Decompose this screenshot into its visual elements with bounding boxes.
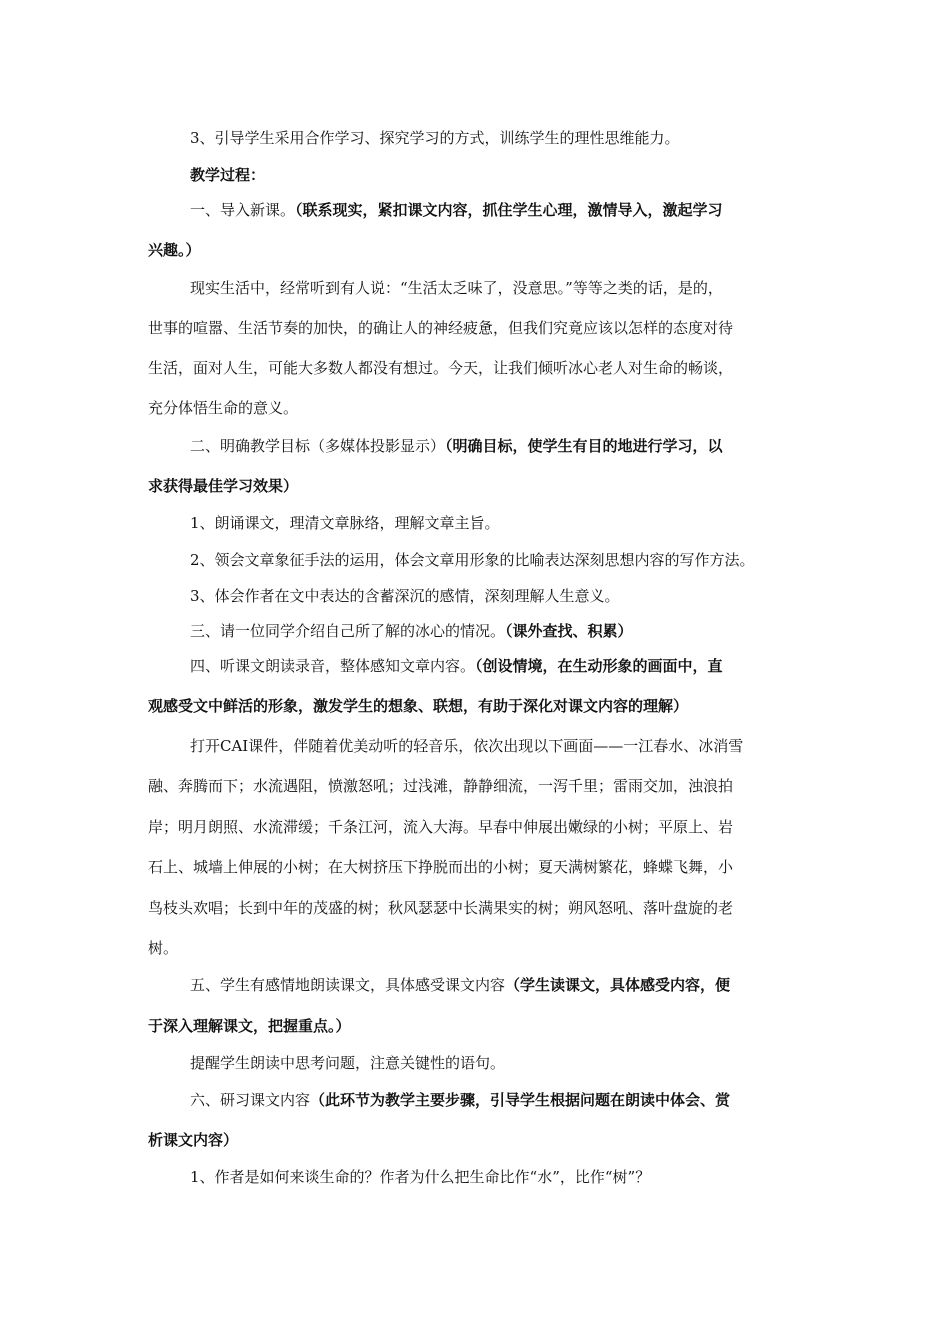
list-item: 3、体会作者在文中表达的含蓄深沉的感情，深刻理解人生意义。: [190, 587, 620, 605]
section-heading: 教学过程：: [190, 166, 266, 184]
paragraph: 岸；明月朗照、水流滞缓；千条江河，流入大海。早春中伸展出嫩绿的小树；平原上、岩: [148, 818, 734, 836]
paragraph: 充分体悟生命的意义。: [148, 399, 299, 417]
paragraph: 提醒学生朗读中思考问题，注意关键性的语句。: [190, 1054, 506, 1072]
paragraph: [190, 621, 633, 641]
list-item: 1、作者是如何来谈生命的？作者为什么把生命比作“水”，比作“树”？: [190, 1168, 651, 1186]
section-title: 六、研习课文内容: [190, 1091, 311, 1109]
section-title: 四、听课文朗读录音，整体感知文章内容。: [190, 657, 476, 675]
section-title: 五、学生有感情地朗读课文，具体感受课文内容: [190, 976, 506, 994]
bold-note: 于深入理解课文，把握重点。）: [148, 1017, 351, 1035]
section-title: 一、导入新课。: [190, 201, 296, 219]
section-title: 二、明确教学目标（多媒体投影显示）: [190, 437, 446, 455]
bold-note: （此环节为教学主要步骤，引导学生根据问题在朗读中体会、赏: [310, 1091, 731, 1109]
paragraph: 现实生活中，经常听到有人说：“生活太乏味了，没意思。”等等之类的话，是的，: [190, 279, 723, 297]
paragraph: [190, 1090, 730, 1110]
bold-note: （创设情境，在生动形象的画面中，直: [475, 657, 723, 675]
paragraph: 树。: [148, 939, 179, 957]
bold-note: （学生读课文，具体感受内容，便: [505, 976, 731, 994]
paragraph: 石上、城墙上伸展的小树；在大树挤压下挣脱而出的小树；夏天满树繁花，蜂蝶飞舞，小: [148, 858, 734, 876]
paragraph: [190, 656, 723, 676]
paragraph: [190, 975, 730, 995]
paragraph: [190, 200, 723, 220]
bold-note: （课外查找、积累）: [505, 622, 633, 640]
paragraph: 生活，面对人生，可能大多数人都没有想过。今天，让我们倾听冰心老人对生命的畅谈，: [148, 359, 734, 377]
paragraph: 3、引导学生采用合作学习、探究学习的方式，训练学生的理性思维能力。: [190, 129, 680, 147]
paragraph: 融、奔腾而下；水流遇阻，愤激怒吼；过浅滩，静静细流，一泻千里；雷雨交加，浊浪拍: [148, 777, 734, 795]
bold-note: 求获得最佳学习效果）: [148, 477, 299, 495]
bold-note: （联系现实，紧扣课文内容，抓住学生心理，激情导入，激起学习: [295, 201, 723, 219]
bold-note: 观感受文中鲜活的形象，激发学生的想象、联想，有助于深化对课文内容的理解）: [148, 697, 689, 715]
bold-note: （明确目标，使学生有目的地进行学习，以: [445, 437, 723, 455]
paragraph: 世事的喧嚣、生活节奏的加快，的确让人的神经疲惫，但我们究竟应该以怎样的态度对待: [148, 319, 734, 337]
paragraph: [190, 436, 723, 456]
list-item: 1、朗诵课文，理清文章脉络，理解文章主旨。: [190, 514, 500, 532]
bold-note: 析课文内容）: [148, 1131, 239, 1149]
list-item: 2、领会文章象征手法的运用，体会文章用形象的比喻表达深刻思想内容的写作方法。: [190, 551, 755, 569]
paragraph: 打开CAI课件，伴随着优美动听的轻音乐，依次出现以下画面——一江春水、冰消雪: [190, 737, 744, 755]
section-title: 三、请一位同学介绍自己所了解的冰心的情况。: [190, 622, 506, 640]
bold-note: 兴趣。）: [148, 241, 201, 259]
paragraph: 鸟枝头欢唱；长到中年的茂盛的树；秋风瑟瑟中长满果实的树；朔风怒吼、落叶盘旋的老: [148, 899, 734, 917]
